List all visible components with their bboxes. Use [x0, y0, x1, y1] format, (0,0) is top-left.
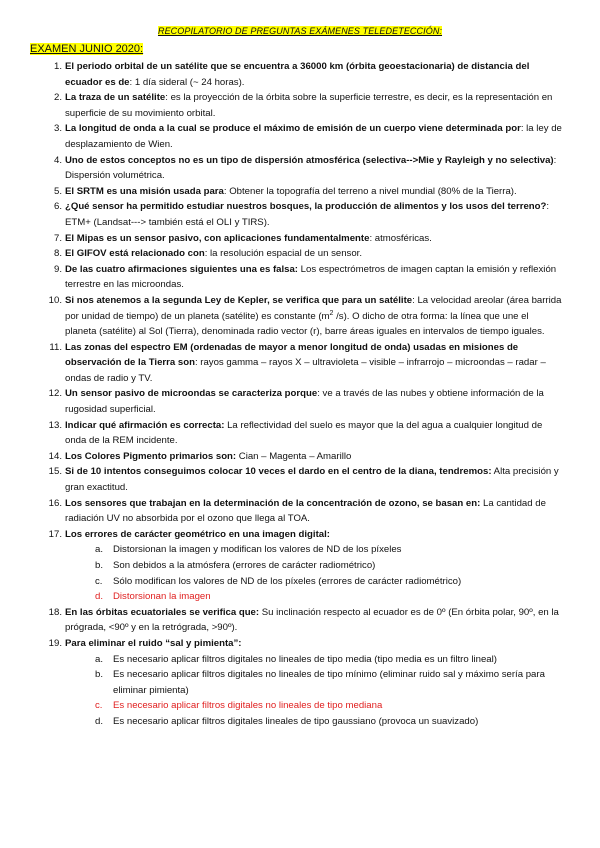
question-text: Los sensores que trabajan en la determinación de la concentración de ozono, se basan en:	[65, 497, 481, 509]
question-text: Uno de estos conceptos no es un tipo de dispersión atmosférica (selectiva-->Mie y Rayleigh y no selectiva)	[65, 154, 554, 166]
question-text: Si de 10 intentos conseguimos colocar 10 veces el dardo en el centro de la diana, tendremos:	[65, 466, 492, 478]
option-text: Distorsionan la imagen y modifican los valores de ND de los píxeles	[113, 544, 402, 556]
answer-text: : Dispersión volumétrica.	[65, 154, 557, 182]
question-number: 1.	[53, 61, 62, 72]
answer-text: : ve a través de las nubes y obtiene información de la rugosidad superficial.	[65, 388, 544, 416]
option-letter: a.	[95, 544, 104, 556]
question-text: Indicar qué afirmación es correcta:	[65, 419, 225, 431]
answer-text-continued: /s). O dicho de otra forma: la línea que une el planeta (satélite) al Sol (Tierra), denominada radio vector (r), barre áreas iguales en intervalos de tiempo iguales.	[65, 310, 545, 338]
document-title-text: RECOPILATORIO DE PREGUNTAS EXÁMENES TELEDETECCIÓN:	[157, 26, 443, 36]
question-item	[30, 153, 562, 184]
question-item	[30, 340, 562, 387]
option-item	[65, 714, 562, 730]
question-number: 6.	[53, 201, 62, 213]
question-text: El Mipas es un sensor pasivo, con aplicaciones fundamentalmente	[65, 232, 370, 244]
correct-option	[65, 589, 562, 605]
question-item	[30, 184, 562, 200]
question-item	[30, 386, 562, 417]
question-item	[30, 449, 562, 465]
question-item	[30, 605, 562, 636]
question-text: ¿Qué sensor ha permitido estudiar nuestros bosques, la producción de alimentos y los usos del terreno?	[65, 201, 547, 213]
question-text: Los errores de carácter geométrico en una imagen digital:	[65, 528, 330, 540]
option-text: Distorsionan la imagen	[113, 591, 211, 603]
question-number: 5.	[53, 185, 62, 197]
question-text: En las órbitas ecuatoriales se verifica que:	[65, 606, 260, 618]
question-item	[30, 121, 562, 152]
question-item	[30, 636, 562, 730]
question-text: La longitud de onda a la cual se produce el máximo de emisión de un cuerpo viene determinada por	[65, 123, 521, 135]
answer-text: La reflectividad del suelo es mayor que la del agua a cualquier longitud de onda de la REM incidente.	[65, 419, 543, 447]
option-letter: c.	[95, 700, 103, 712]
answer-text: : La velocidad areolar (área barrida por unidad de tiempo) de un planeta (satélite) es constante (m	[65, 294, 562, 322]
question-number: 14.	[48, 450, 62, 462]
question-text: El periodo orbital de un satélite que se encuentra a 36000 km (órbita geoestacionaria) de distancia del ecuador es de	[65, 61, 530, 88]
option-text: Sólo modifican los valores de ND de los píxeles (errores de carácter radiométrico)	[113, 575, 462, 587]
answer-text: : atmosféricas.	[369, 232, 432, 244]
question-text: Para eliminar el ruido “sal y pimienta”:	[65, 637, 242, 649]
question-item	[30, 59, 562, 90]
question-text: El SRTM es una misión usada para	[65, 185, 224, 197]
answer-text: : Obtener la topografía del terreno a nivel mundial (80% de la Tierra).	[223, 185, 517, 197]
question-number: 3.	[53, 123, 62, 135]
answer-text: Cian – Magenta – Amarillo	[236, 450, 352, 462]
answer-text: : la resolución espacial de un sensor.	[204, 248, 363, 260]
option-text: Es necesario aplicar filtros digitales no lineales de tipo mínimo (eliminar ruido sal y máximo sería para eliminar pimienta)	[113, 669, 545, 696]
question-text: Si nos atenemos a la segunda Ley de Kepler, se verifica que para un satélite	[65, 294, 413, 306]
correct-option	[65, 698, 562, 714]
option-list	[65, 652, 562, 730]
question-number: 15.	[48, 466, 62, 478]
option-item	[65, 542, 562, 558]
option-letter: b.	[95, 669, 104, 681]
option-item	[65, 574, 562, 590]
option-letter: c.	[95, 575, 103, 587]
answer-text: : es la proyección de la órbita sobre la superficie terrestre, es decir, es la representación en superficie de su movimiento orbital.	[65, 92, 553, 119]
question-text: De las cuatro afirmaciones siguientes una es falsa:	[65, 263, 299, 275]
question-number: 4.	[53, 154, 62, 166]
exam-heading	[30, 43, 143, 55]
question-number: 17.	[48, 528, 62, 540]
superscript: 2	[329, 309, 334, 317]
answer-text: Alta precisión y gran exactitud.	[65, 466, 559, 494]
question-text: El GIFOV está relacionado con	[65, 248, 205, 260]
answer-text: La cantidad de radiación UV no absorbida por el ozono que llega al TOA.	[65, 497, 546, 525]
answer-text: : rayos gamma – rayos X – ultravioleta – visible – infrarrojo – microondas – radar – ondas de radio y TV.	[65, 357, 546, 384]
question-text: Un sensor pasivo de microondas se caracteriza porque	[65, 388, 318, 400]
question-number: 12.	[48, 388, 62, 400]
question-item	[30, 418, 562, 449]
question-number: 19.	[48, 637, 62, 649]
option-letter: b.	[95, 560, 104, 571]
option-text: Es necesario aplicar filtros digitales no lineales de tipo media (tipo media es un filtro lineal)	[113, 653, 497, 665]
question-number: 18.	[48, 606, 62, 618]
question-number: 13.	[48, 419, 62, 431]
question-list	[30, 59, 562, 730]
question-item	[30, 246, 562, 262]
option-item	[65, 667, 562, 698]
question-number: 2.	[53, 92, 62, 104]
answer-text: Los espectrómetros de imagen captan la emisión y reflexión terrestre en las microondas.	[65, 263, 557, 291]
option-letter: d.	[95, 715, 104, 727]
question-item	[30, 464, 562, 495]
document-title	[0, 26, 600, 36]
answer-text: Su inclinación respecto al ecuador es de 0º (En órbita polar, 90º, en la prógrada, <90º y en la retrógrada, >90º).	[65, 606, 559, 634]
answer-text: : ETM+ (Landsat---> también está el OLI y TIRS).	[65, 201, 550, 228]
question-text: La traza de un satélite	[65, 92, 166, 104]
question-text: Las zonas del espectro EM (ordenadas de mayor a menor longitud de onda) usadas en misiones de observación de la Tierra son	[65, 341, 519, 369]
option-text: Es necesario aplicar filtros digitales lineales de tipo gaussiano (provoca un suavizado)	[113, 715, 479, 727]
option-text: Es necesario aplicar filtros digitales no lineales de tipo mediana	[113, 700, 383, 712]
question-number: 11.	[49, 341, 62, 353]
option-letter: d.	[95, 591, 104, 603]
question-number: 9.	[53, 263, 62, 275]
question-item	[30, 199, 562, 230]
option-letter: a.	[95, 653, 104, 665]
answer-text: : 1 día sideral (~ 24 horas).	[129, 76, 245, 88]
option-item	[65, 558, 562, 574]
option-text: Son debidos a la atmósfera (errores de carácter radiométrico)	[113, 560, 376, 571]
question-item	[30, 527, 562, 605]
question-number: 16.	[48, 497, 62, 509]
question-item	[30, 90, 562, 121]
option-list	[65, 542, 562, 604]
option-item	[65, 652, 562, 668]
question-text: Los Colores Pigmento primarios son:	[65, 450, 237, 462]
question-item	[30, 231, 562, 247]
question-number: 10.	[48, 294, 62, 306]
question-number: 8.	[53, 248, 62, 260]
question-number: 7.	[53, 232, 62, 244]
question-item	[30, 262, 562, 293]
question-item	[30, 496, 562, 527]
exam-heading-text: EXAMEN JUNIO 2020:	[30, 43, 144, 55]
answer-text: : la ley de desplazamiento de Wien.	[65, 123, 562, 150]
question-item	[30, 293, 562, 340]
